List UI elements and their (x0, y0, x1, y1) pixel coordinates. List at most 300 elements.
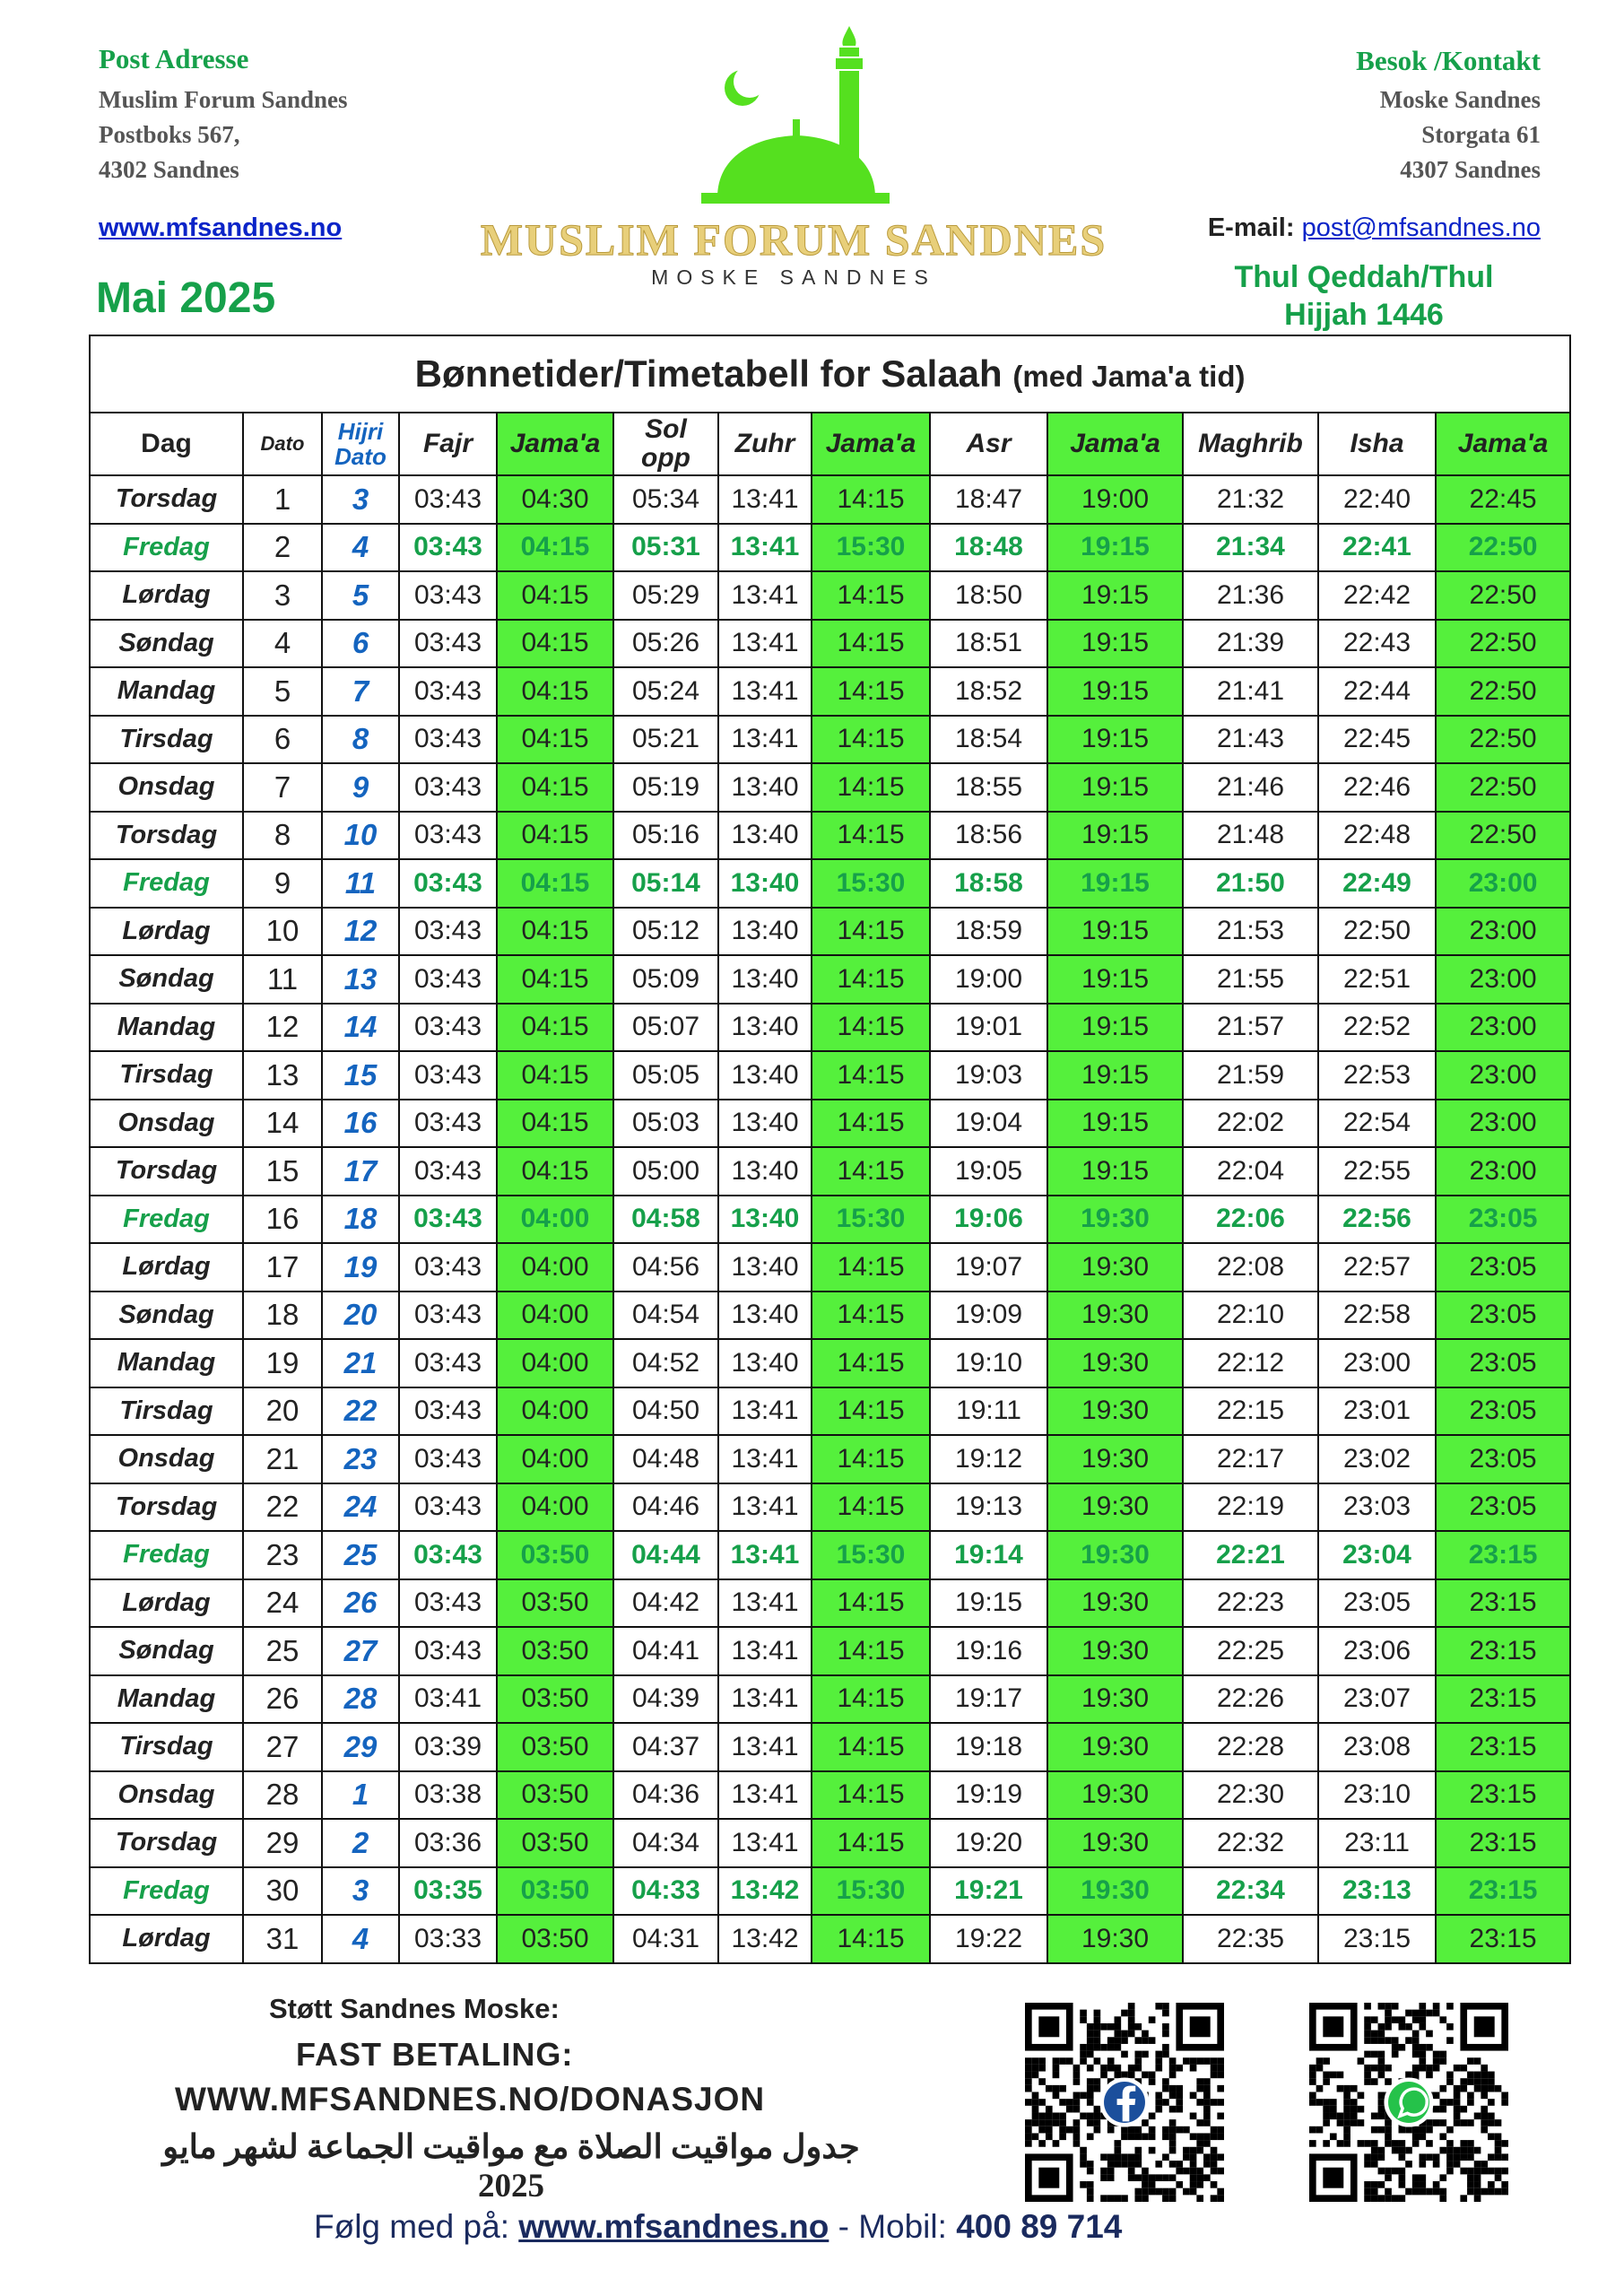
table-row (90, 1723, 1570, 1771)
col-header-asr: Asr (930, 413, 1047, 475)
date-cell: 22 (243, 1483, 322, 1532)
time-cell: 13:40 (718, 1100, 812, 1148)
hijri-date-cell: 1 (322, 1771, 399, 1820)
jamaa-time-cell: 19:30 (1047, 1339, 1183, 1387)
time-cell: 21:43 (1183, 716, 1318, 764)
time-cell: 03:43 (399, 1483, 497, 1532)
hijri-date-cell: 26 (322, 1579, 399, 1628)
day-cell: Lørdag (90, 571, 243, 620)
time-cell: 22:32 (1183, 1819, 1318, 1867)
time-cell: 04:52 (613, 1339, 718, 1387)
jamaa-time-cell: 04:00 (497, 1243, 613, 1292)
time-cell: 03:43 (399, 908, 497, 956)
time-cell: 18:54 (930, 716, 1047, 764)
support-title: Støtt Sandnes Moske: (269, 1993, 560, 2024)
time-cell: 03:43 (399, 1387, 497, 1436)
table-row (90, 1867, 1570, 1916)
jamaa-time-cell: 04:15 (497, 620, 613, 668)
jamaa-time-cell: 14:15 (812, 571, 930, 620)
time-cell: 13:41 (718, 1627, 812, 1675)
jamaa-time-cell: 23:15 (1436, 1819, 1570, 1867)
jamaa-time-cell: 14:15 (812, 1292, 930, 1340)
col-header-jamaa: Jama'a (1436, 413, 1570, 475)
jamaa-time-cell: 19:00 (1047, 475, 1183, 524)
hijri-date-cell: 11 (322, 859, 399, 908)
time-cell: 13:40 (718, 1147, 812, 1196)
time-cell: 05:31 (613, 524, 718, 572)
time-cell: 13:41 (718, 1531, 812, 1579)
time-cell: 19:10 (930, 1339, 1047, 1387)
col-header-maghrib: Maghrib (1183, 413, 1318, 475)
time-cell: 04:31 (613, 1915, 718, 1963)
time-cell: 19:12 (930, 1435, 1047, 1483)
time-cell: 21:59 (1183, 1051, 1318, 1100)
time-cell: 22:25 (1183, 1627, 1318, 1675)
whatsapp-icon (1384, 2077, 1433, 2126)
month-title: Mai 2025 (96, 274, 276, 322)
date-cell: 16 (243, 1196, 322, 1244)
jamaa-time-cell: 14:15 (812, 1675, 930, 1724)
time-cell: 23:10 (1318, 1771, 1436, 1820)
website-link[interactable]: www.mfsandnes.no (99, 213, 343, 242)
date-cell: 11 (243, 955, 322, 1004)
hijri-date-cell: 20 (322, 1292, 399, 1340)
jamaa-time-cell: 19:15 (1047, 571, 1183, 620)
time-cell: 04:41 (613, 1627, 718, 1675)
time-cell: 22:21 (1183, 1531, 1318, 1579)
time-cell: 22:08 (1183, 1243, 1318, 1292)
time-cell: 23:03 (1318, 1483, 1436, 1532)
time-cell: 22:54 (1318, 1100, 1436, 1148)
time-cell: 19:20 (930, 1819, 1047, 1867)
jamaa-time-cell: 19:15 (1047, 1100, 1183, 1148)
jamaa-time-cell: 04:00 (497, 1339, 613, 1387)
jamaa-time-cell: 19:15 (1047, 1051, 1183, 1100)
jamaa-time-cell: 04:15 (497, 955, 613, 1004)
brand-subtitle: MOSKE SANDNES (651, 265, 936, 289)
time-cell: 13:40 (718, 859, 812, 908)
table-row (90, 1819, 1570, 1867)
table-row (90, 1004, 1570, 1052)
jamaa-time-cell: 23:15 (1436, 1675, 1570, 1724)
time-cell: 04:39 (613, 1675, 718, 1724)
jamaa-time-cell: 04:00 (497, 1387, 613, 1436)
time-cell: 22:02 (1183, 1100, 1318, 1148)
day-cell: Lørdag (90, 1579, 243, 1628)
jamaa-time-cell: 19:15 (1047, 667, 1183, 716)
hijri-date-cell: 25 (322, 1531, 399, 1579)
time-cell: 22:43 (1318, 620, 1436, 668)
time-cell: 03:43 (399, 524, 497, 572)
jamaa-time-cell: 03:50 (497, 1579, 613, 1628)
time-cell: 22:49 (1318, 859, 1436, 908)
time-cell: 21:50 (1183, 859, 1318, 908)
time-cell: 03:36 (399, 1819, 497, 1867)
jamaa-time-cell: 19:15 (1047, 1004, 1183, 1052)
time-cell: 05:34 (613, 475, 718, 524)
time-cell: 03:43 (399, 1004, 497, 1052)
date-cell: 30 (243, 1867, 322, 1916)
time-cell: 22:34 (1183, 1867, 1318, 1916)
table-caption-main: Bønnetider/Timetabell for Salaah (414, 352, 1003, 395)
time-cell: 21:36 (1183, 571, 1318, 620)
jamaa-time-cell: 23:00 (1436, 1051, 1570, 1100)
time-cell: 13:40 (718, 1051, 812, 1100)
facebook-qr-code[interactable] (1025, 2003, 1224, 2202)
jamaa-time-cell: 19:15 (1047, 763, 1183, 812)
jamaa-time-cell: 03:50 (497, 1867, 613, 1916)
date-cell: 18 (243, 1292, 322, 1340)
post-address-title: Post Adresse (99, 43, 249, 74)
hijri-date-cell: 4 (322, 1915, 399, 1963)
jamaa-time-cell: 04:00 (497, 1483, 613, 1532)
arabic-caption: جدول مواقيت الصلاة مع مواقيت الجماعة لشهر مايو 2025 (162, 2129, 860, 2205)
date-cell: 4 (243, 620, 322, 668)
table-row (90, 955, 1570, 1004)
table-caption-sub: (med Jama'a tid) (1012, 360, 1246, 393)
jamaa-time-cell: 04:15 (497, 1051, 613, 1100)
time-cell: 05:21 (613, 716, 718, 764)
jamaa-time-cell: 04:15 (497, 524, 613, 572)
date-cell: 2 (243, 524, 322, 572)
time-cell: 13:41 (718, 1723, 812, 1771)
time-cell: 05:14 (613, 859, 718, 908)
day-cell: Fredag (90, 1196, 243, 1244)
visit-contact-title: Besok /Kontakt (1356, 45, 1541, 76)
date-cell: 6 (243, 716, 322, 764)
prayer-timetable (89, 335, 1571, 1964)
time-cell: 19:22 (930, 1915, 1047, 1963)
hijri-month-title: Thul Qeddah/Thul Hijjah 1446 (1234, 260, 1494, 332)
time-cell: 18:48 (930, 524, 1047, 572)
jamaa-time-cell: 22:50 (1436, 667, 1570, 716)
time-cell: 22:30 (1183, 1771, 1318, 1820)
time-cell: 23:05 (1318, 1579, 1436, 1628)
follow-line (314, 2208, 1122, 2246)
time-cell: 13:41 (718, 1387, 812, 1436)
col-header-jamaa: Jama'a (497, 413, 613, 475)
jamaa-time-cell: 03:50 (497, 1627, 613, 1675)
hijri-date-cell: 19 (322, 1243, 399, 1292)
time-cell: 22:45 (1318, 716, 1436, 764)
table-row (90, 1771, 1570, 1820)
time-cell: 23:07 (1318, 1675, 1436, 1724)
date-cell: 27 (243, 1723, 322, 1771)
col-header-zuhr: Zuhr (718, 413, 812, 475)
jamaa-time-cell: 14:15 (812, 1627, 930, 1675)
email-link[interactable]: post@mfsandnes.no (1301, 213, 1541, 242)
time-cell: 03:43 (399, 1627, 497, 1675)
jamaa-time-cell: 22:50 (1436, 763, 1570, 812)
time-cell: 19:19 (930, 1771, 1047, 1820)
jamaa-time-cell: 19:15 (1047, 1147, 1183, 1196)
time-cell: 03:43 (399, 763, 497, 812)
time-cell: 22:56 (1318, 1196, 1436, 1244)
date-cell: 20 (243, 1387, 322, 1436)
time-cell: 04:37 (613, 1723, 718, 1771)
time-cell: 19:13 (930, 1483, 1047, 1532)
jamaa-time-cell: 19:15 (1047, 716, 1183, 764)
time-cell: 03:43 (399, 1051, 497, 1100)
jamaa-time-cell: 23:00 (1436, 908, 1570, 956)
day-cell: Torsdag (90, 1819, 243, 1867)
follow-website-link[interactable]: www.mfsandnes.no (518, 2208, 829, 2245)
jamaa-time-cell: 15:30 (812, 524, 930, 572)
time-cell: 19:03 (930, 1051, 1047, 1100)
time-cell: 22:46 (1318, 763, 1436, 812)
jamaa-time-cell: 04:15 (497, 812, 613, 860)
time-cell: 04:36 (613, 1771, 718, 1820)
jamaa-time-cell: 04:15 (497, 859, 613, 908)
day-cell: Søndag (90, 620, 243, 668)
date-cell: 19 (243, 1339, 322, 1387)
table-row (90, 1147, 1570, 1196)
day-cell: Mandag (90, 1004, 243, 1052)
jamaa-time-cell: 23:05 (1436, 1339, 1570, 1387)
time-cell: 22:58 (1318, 1292, 1436, 1340)
time-cell: 13:42 (718, 1915, 812, 1963)
jamaa-time-cell: 22:50 (1436, 524, 1570, 572)
time-cell: 03:43 (399, 955, 497, 1004)
hijri-date-cell: 13 (322, 955, 399, 1004)
hijri-date-cell: 18 (322, 1196, 399, 1244)
table-row (90, 1051, 1570, 1100)
time-cell: 19:11 (930, 1387, 1047, 1436)
jamaa-time-cell: 19:30 (1047, 1771, 1183, 1820)
jamaa-time-cell: 22:50 (1436, 571, 1570, 620)
time-cell: 23:11 (1318, 1819, 1436, 1867)
table-row (90, 1579, 1570, 1628)
jamaa-time-cell: 03:50 (497, 1771, 613, 1820)
table-row (90, 1243, 1570, 1292)
donation-link[interactable]: WWW.MFSANDNES.NO/DONASJON (175, 2081, 766, 2118)
jamaa-time-cell: 19:30 (1047, 1915, 1183, 1963)
whatsapp-qr-code[interactable] (1309, 2003, 1508, 2202)
jamaa-time-cell: 19:30 (1047, 1675, 1183, 1724)
time-cell: 22:44 (1318, 667, 1436, 716)
time-cell: 03:43 (399, 812, 497, 860)
table-row (90, 1292, 1570, 1340)
time-cell: 22:19 (1183, 1483, 1318, 1532)
visit-address-line: 4307 Sandnes (1400, 156, 1541, 183)
time-cell: 05:09 (613, 955, 718, 1004)
time-cell: 04:56 (613, 1243, 718, 1292)
visit-address-line: Moske Sandnes (1379, 86, 1541, 113)
day-cell: Torsdag (90, 475, 243, 524)
time-cell: 04:58 (613, 1196, 718, 1244)
jamaa-time-cell: 14:15 (812, 716, 930, 764)
jamaa-time-cell: 19:30 (1047, 1196, 1183, 1244)
jamaa-time-cell: 04:00 (497, 1435, 613, 1483)
time-cell: 05:05 (613, 1051, 718, 1100)
email-line (1208, 213, 1541, 243)
day-cell: Tirsdag (90, 1723, 243, 1771)
time-cell: 13:41 (718, 524, 812, 572)
hijri-date-cell: 14 (322, 1004, 399, 1052)
follow-middle: - Mobil: (829, 2208, 957, 2245)
time-cell: 19:04 (930, 1100, 1047, 1148)
jamaa-time-cell: 14:15 (812, 475, 930, 524)
jamaa-time-cell: 23:05 (1436, 1196, 1570, 1244)
time-cell: 22:55 (1318, 1147, 1436, 1196)
post-address-lines (99, 83, 348, 187)
table-row (90, 1196, 1570, 1244)
jamaa-time-cell: 19:15 (1047, 620, 1183, 668)
time-cell: 21:57 (1183, 1004, 1318, 1052)
table-row (90, 1675, 1570, 1724)
jamaa-time-cell: 14:15 (812, 1771, 930, 1820)
col-header-dag: Dag (90, 413, 243, 475)
date-cell: 17 (243, 1243, 322, 1292)
date-cell: 7 (243, 763, 322, 812)
hijri-date-cell: 9 (322, 763, 399, 812)
time-cell: 05:26 (613, 620, 718, 668)
hijri-date-cell: 7 (322, 667, 399, 716)
time-cell: 05:24 (613, 667, 718, 716)
table-row (90, 1387, 1570, 1436)
hijri-date-cell: 15 (322, 1051, 399, 1100)
jamaa-time-cell: 14:15 (812, 1483, 930, 1532)
jamaa-time-cell: 15:30 (812, 1531, 930, 1579)
day-cell: Onsdag (90, 1100, 243, 1148)
day-cell: Onsdag (90, 1771, 243, 1820)
jamaa-time-cell: 22:50 (1436, 812, 1570, 860)
time-cell: 04:48 (613, 1435, 718, 1483)
time-cell: 13:40 (718, 812, 812, 860)
time-cell: 22:06 (1183, 1196, 1318, 1244)
jamaa-time-cell: 19:15 (1047, 524, 1183, 572)
jamaa-time-cell: 23:05 (1436, 1387, 1570, 1436)
facebook-icon (1099, 2077, 1149, 2126)
time-cell: 03:35 (399, 1867, 497, 1916)
time-cell: 23:08 (1318, 1723, 1436, 1771)
time-cell: 23:04 (1318, 1531, 1436, 1579)
time-cell: 23:15 (1318, 1915, 1436, 1963)
jamaa-time-cell: 23:15 (1436, 1723, 1570, 1771)
col-header-dato: Dato (243, 413, 322, 475)
date-cell: 23 (243, 1531, 322, 1579)
time-cell: 03:43 (399, 667, 497, 716)
jamaa-time-cell: 14:15 (812, 1387, 930, 1436)
time-cell: 22:15 (1183, 1387, 1318, 1436)
day-cell: Fredag (90, 1867, 243, 1916)
date-cell: 15 (243, 1147, 322, 1196)
day-cell: Søndag (90, 1292, 243, 1340)
time-cell: 13:42 (718, 1867, 812, 1916)
jamaa-time-cell: 14:15 (812, 763, 930, 812)
time-cell: 18:47 (930, 475, 1047, 524)
date-cell: 21 (243, 1435, 322, 1483)
time-cell: 23:13 (1318, 1867, 1436, 1916)
email-label: E-mail: (1207, 213, 1295, 242)
time-cell: 13:40 (718, 1339, 812, 1387)
time-cell: 22:17 (1183, 1435, 1318, 1483)
jamaa-time-cell: 23:15 (1436, 1915, 1570, 1963)
table-row (90, 667, 1570, 716)
timetable-body (90, 475, 1570, 1963)
hijri-date-cell: 8 (322, 716, 399, 764)
time-cell: 03:43 (399, 620, 497, 668)
jamaa-time-cell: 03:50 (497, 1915, 613, 1963)
date-cell: 3 (243, 571, 322, 620)
day-cell: Mandag (90, 1675, 243, 1724)
time-cell: 19:21 (930, 1867, 1047, 1916)
jamaa-time-cell: 14:15 (812, 1579, 930, 1628)
time-cell: 03:43 (399, 1579, 497, 1628)
hijri-date-cell: 6 (322, 620, 399, 668)
time-cell: 13:41 (718, 1771, 812, 1820)
follow-prefix: Følg med på: (314, 2208, 519, 2245)
day-cell: Fredag (90, 524, 243, 572)
date-cell: 8 (243, 812, 322, 860)
time-cell: 18:59 (930, 908, 1047, 956)
date-cell: 10 (243, 908, 322, 956)
jamaa-time-cell: 15:30 (812, 1196, 930, 1244)
jamaa-time-cell: 23:00 (1436, 1100, 1570, 1148)
time-cell: 04:42 (613, 1579, 718, 1628)
day-cell: Fredag (90, 859, 243, 908)
time-cell: 19:09 (930, 1292, 1047, 1340)
table-row (90, 859, 1570, 908)
jamaa-time-cell: 14:15 (812, 908, 930, 956)
header-row (90, 413, 1570, 475)
jamaa-time-cell: 04:15 (497, 1147, 613, 1196)
jamaa-time-cell: 23:00 (1436, 1004, 1570, 1052)
jamaa-time-cell: 04:15 (497, 1004, 613, 1052)
table-row (90, 716, 1570, 764)
time-cell: 22:53 (1318, 1051, 1436, 1100)
time-cell: 22:42 (1318, 571, 1436, 620)
jamaa-time-cell: 03:50 (497, 1531, 613, 1579)
date-cell: 13 (243, 1051, 322, 1100)
table-row (90, 571, 1570, 620)
time-cell: 03:43 (399, 1196, 497, 1244)
time-cell: 22:12 (1183, 1339, 1318, 1387)
hijri-date-cell: 24 (322, 1483, 399, 1532)
hijri-date-cell: 28 (322, 1675, 399, 1724)
time-cell: 05:16 (613, 812, 718, 860)
jamaa-time-cell: 23:00 (1436, 955, 1570, 1004)
time-cell: 03:39 (399, 1723, 497, 1771)
time-cell: 05:00 (613, 1147, 718, 1196)
time-cell: 03:43 (399, 475, 497, 524)
table-caption (90, 335, 1570, 413)
time-cell: 13:41 (718, 1819, 812, 1867)
time-cell: 23:00 (1318, 1339, 1436, 1387)
date-cell: 28 (243, 1771, 322, 1820)
hijri-date-cell: 3 (322, 1867, 399, 1916)
jamaa-time-cell: 23:05 (1436, 1483, 1570, 1532)
jamaa-time-cell: 23:15 (1436, 1627, 1570, 1675)
jamaa-time-cell: 14:15 (812, 812, 930, 860)
day-cell: Mandag (90, 667, 243, 716)
table-row (90, 812, 1570, 860)
jamaa-time-cell: 14:15 (812, 1339, 930, 1387)
day-cell: Tirsdag (90, 1051, 243, 1100)
time-cell: 05:29 (613, 571, 718, 620)
time-cell: 21:39 (1183, 620, 1318, 668)
time-cell: 13:40 (718, 1196, 812, 1244)
day-cell: Torsdag (90, 1147, 243, 1196)
time-cell: 03:43 (399, 571, 497, 620)
time-cell: 22:52 (1318, 1004, 1436, 1052)
table-row (90, 524, 1570, 572)
hijri-date-cell: 12 (322, 908, 399, 956)
time-cell: 04:34 (613, 1819, 718, 1867)
jamaa-time-cell: 14:15 (812, 1723, 930, 1771)
time-cell: 03:43 (399, 1435, 497, 1483)
time-cell: 22:57 (1318, 1243, 1436, 1292)
